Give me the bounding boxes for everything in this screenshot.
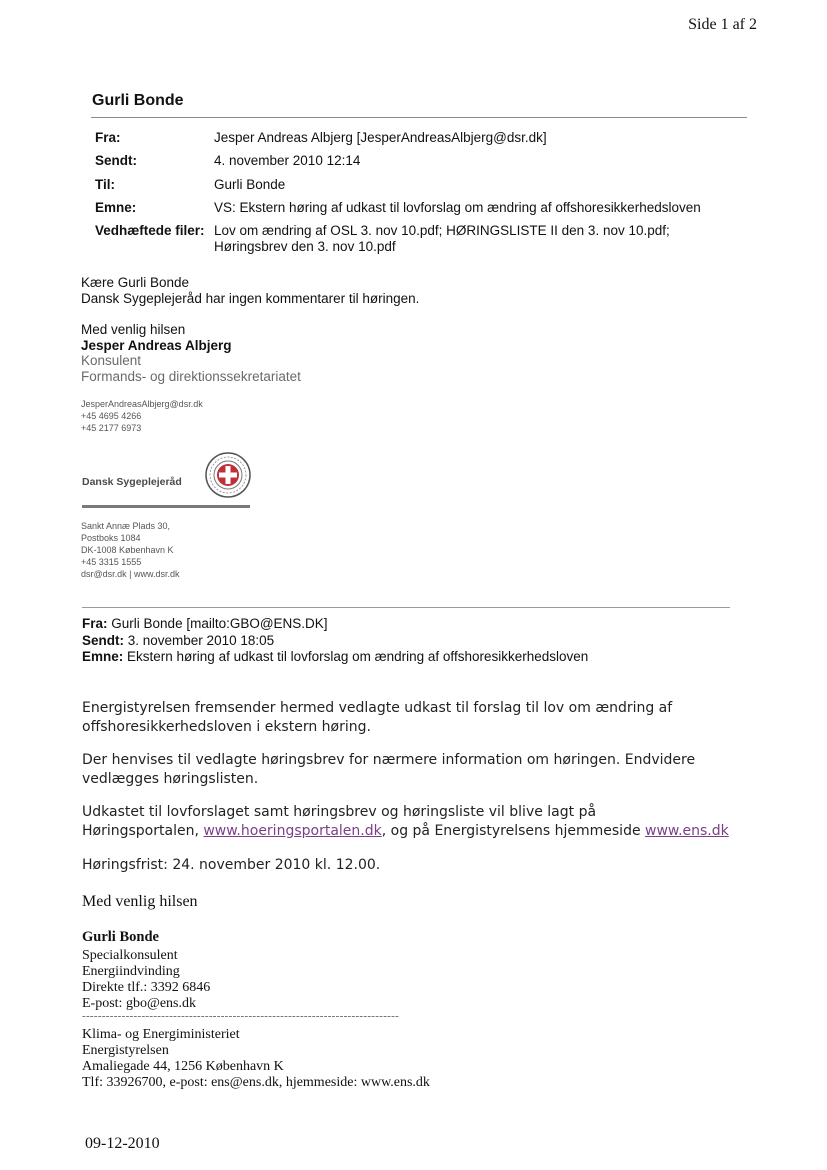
fwd-subject-row bbox=[82, 649, 588, 664]
body-p3-line-1: Udkastet til lovforslaget samt høringsbrev og høringsliste vil blive lagt på bbox=[82, 804, 597, 820]
ens-ministry: Klima- og Energiministeriet bbox=[82, 1027, 240, 1042]
forward-divider bbox=[82, 607, 730, 608]
body-p3-line-2 bbox=[82, 822, 729, 841]
body-p3 bbox=[82, 803, 729, 841]
body-p2-line-2: vedlægges høringslisten. bbox=[82, 771, 259, 787]
body-p1-line-2: offshoresikkerhedsloven i ekstern høring. bbox=[82, 719, 371, 735]
deadline-text: Høringsfrist: 24. november 2010 kl. 12.00. bbox=[82, 857, 381, 873]
footer-date: 09-12-2010 bbox=[85, 1135, 160, 1152]
subject-label: Emne: bbox=[95, 200, 137, 215]
fwd-from-row bbox=[82, 616, 328, 631]
ens-contact: Tlf: 33926700, e-post: ens@ens.dk, hjemmeside: www.ens.dk bbox=[82, 1075, 430, 1090]
address-line-4: +45 3315 1555 bbox=[81, 557, 142, 567]
ens-separator: -------------------------------------------------------------------------------- bbox=[82, 1010, 400, 1022]
to-label: Til: bbox=[95, 177, 115, 192]
address-line-1: Sankt Annæ Plads 30, bbox=[81, 521, 171, 531]
signature-name: Jesper Andreas Albjerg bbox=[81, 338, 232, 353]
body-p1-line-1: Energistyrelsen fremsender hermed vedlagte udkast til forslag til lov om ændring af bbox=[82, 700, 673, 716]
signature-title: Konsulent bbox=[81, 353, 142, 368]
address-line-5: dsr@dsr.dk | www.dsr.dk bbox=[81, 569, 180, 579]
body-p3-mid: , og på Energistyrelsens hjemmeside bbox=[381, 823, 646, 839]
attachments-line-1[interactable]: Lov om ændring af OSL 3. nov 10.pdf; HØRINGSLISTE II den 3. nov 10.pdf; bbox=[214, 223, 670, 238]
body-p3-pre: Høringsportalen, bbox=[82, 823, 204, 839]
to-value: Gurli Bonde bbox=[214, 177, 286, 192]
hoeringsportalen-link[interactable]: www.hoeringsportalen.dk bbox=[203, 823, 382, 839]
ens-link[interactable]: www.ens.dk bbox=[645, 823, 729, 839]
fwd-sent-value: 3. november 2010 18:05 bbox=[127, 633, 275, 648]
title-divider bbox=[91, 117, 747, 118]
ens-signature-email[interactable]: E-post: gbo@ens.dk bbox=[82, 996, 196, 1011]
body-p2-line-1: Der henvises til vedlagte høringsbrev for nærmere information om høringen. Endvidere bbox=[82, 752, 696, 768]
ens-signature-phone: Direkte tlf.: 3392 6846 bbox=[82, 980, 211, 995]
ens-signature-department: Energiindvinding bbox=[82, 964, 180, 979]
from-value: Jesper Andreas Albjerg [JesperAndreasAlbjerg@dsr.dk] bbox=[214, 130, 547, 145]
signature-email[interactable]: JesperAndreasAlbjerg@dsr.dk bbox=[81, 399, 203, 409]
signature-closing: Med venlig hilsen bbox=[81, 322, 186, 337]
signature-phone-1: +45 4695 4266 bbox=[81, 411, 142, 421]
fwd-sent-label: Sendt: bbox=[82, 633, 124, 648]
address-line-2: Postboks 1084 bbox=[81, 533, 141, 543]
attachments-label: Vedhæftede filer: bbox=[95, 223, 205, 238]
signature-phone-2: +45 2177 6973 bbox=[81, 423, 142, 433]
recipient-title: Gurli Bonde bbox=[92, 92, 184, 109]
logo-underline bbox=[82, 505, 250, 508]
ens-signature-closing: Med venlig hilsen bbox=[82, 893, 198, 910]
dsr-seal-icon bbox=[204, 451, 252, 499]
dsr-logo-text: Dansk Sygeplejeråd bbox=[82, 476, 182, 488]
page-number: Side 1 af 2 bbox=[688, 16, 757, 33]
fwd-subject-label: Emne: bbox=[82, 649, 124, 664]
fwd-subject-value: Ekstern høring af udkast til lovforslag om ændring af offshoresikkerhedsloven bbox=[127, 649, 589, 664]
subject-value: VS: Ekstern høring af udkast til lovforslag om ændring af offshoresikkerhedsloven bbox=[214, 200, 701, 215]
sent-value: 4. november 2010 12:14 bbox=[214, 153, 361, 168]
message-text: Dansk Sygeplejeråd har ingen kommentarer til høringen. bbox=[81, 291, 420, 306]
ens-agency: Energistyrelsen bbox=[82, 1043, 169, 1058]
greeting: Kære Gurli Bonde bbox=[81, 275, 190, 290]
body-p1 bbox=[82, 699, 672, 737]
sent-label: Sendt: bbox=[95, 153, 137, 168]
address-line-3: DK-1008 København K bbox=[81, 545, 174, 555]
fwd-sent-row bbox=[82, 633, 274, 648]
ens-address: Amaliegade 44, 1256 København K bbox=[82, 1059, 284, 1074]
attachments-line-2[interactable]: Høringsbrev den 3. nov 10.pdf bbox=[214, 239, 396, 254]
fwd-from-label: Fra: bbox=[82, 616, 108, 631]
ens-signature-title: Specialkonsulent bbox=[82, 948, 178, 963]
signature-department: Formands- og direktionssekretariatet bbox=[81, 369, 301, 384]
from-label: Fra: bbox=[95, 130, 121, 145]
ens-signature-name: Gurli Bonde bbox=[82, 929, 159, 945]
fwd-from-value: Gurli Bonde [mailto:GBO@ENS.DK] bbox=[111, 616, 328, 631]
body-p2 bbox=[82, 751, 695, 789]
